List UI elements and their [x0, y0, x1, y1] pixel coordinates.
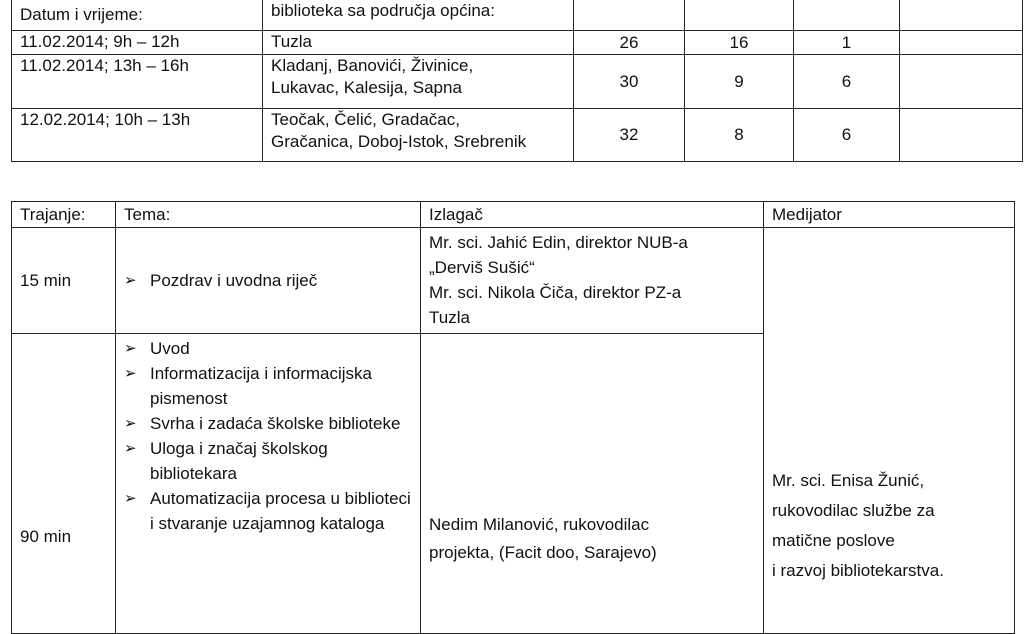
arrow-bullet-icon: ➢	[124, 490, 137, 507]
list-item	[124, 268, 412, 293]
presenter-line: projekta, (Facit doo, Sarajevo)	[429, 543, 657, 562]
topic-header: Tema:	[116, 202, 421, 228]
presenter-line: Nedim Milanović, rukovodilac	[429, 515, 650, 534]
row-date: 12.02.2014; 10h – 13h	[12, 109, 263, 162]
schedule-header-row	[12, 0, 1023, 31]
row-count-1: 30	[574, 55, 685, 109]
table-row	[12, 228, 1015, 334]
arrow-bullet-icon: ➢	[124, 415, 137, 432]
table-row	[12, 109, 1023, 162]
program-table	[11, 201, 1015, 634]
row-date: 11.02.2014; 9h – 12h	[12, 31, 263, 55]
header-empty-3	[794, 0, 900, 31]
row-count-3: 6	[794, 109, 900, 162]
header-empty-1	[574, 0, 685, 31]
mediator-line: i razvoj bibliotekarstva.	[772, 561, 944, 580]
presenter-line: Mr. sci. Nikola Čiča, direktor PZ-a	[429, 283, 682, 302]
topic-list	[124, 336, 412, 536]
libraries-header	[263, 0, 574, 31]
header-empty-4	[900, 0, 1023, 31]
place-line: Kladanj, Banovići, Živinice,	[271, 56, 474, 75]
row-places	[263, 109, 574, 162]
presenter-line: Tuzla	[429, 308, 470, 327]
table-row	[12, 31, 1023, 55]
program-header-row	[12, 202, 1015, 228]
mediator-header: Medijator	[764, 202, 1015, 228]
libraries-header-label: biblioteka sa područja općina:	[271, 1, 495, 20]
topic-text: Automatizacija procesa u biblioteci i stvaranje uzajamnog kataloga	[150, 489, 411, 533]
topic-text: Uloga i značaj školskog bibliotekara	[150, 439, 328, 483]
mediator-cell	[764, 228, 1015, 634]
arrow-bullet-icon: ➢	[124, 365, 137, 382]
arrow-bullet-icon: ➢	[124, 272, 137, 289]
arrow-bullet-icon: ➢	[124, 440, 137, 457]
row-count-2: 8	[685, 109, 794, 162]
topic-text: Svrha i zadaća školske biblioteke	[150, 414, 401, 433]
list-item	[124, 361, 412, 411]
row-count-2: 9	[685, 55, 794, 109]
duration-header: Trajanje:	[12, 202, 116, 228]
table-row	[12, 55, 1023, 109]
header-empty-2	[685, 0, 794, 31]
topic-text: Pozdrav i uvodna riječ	[150, 271, 318, 290]
row-date: 11.02.2014; 13h – 16h	[12, 55, 263, 109]
row-places	[263, 31, 574, 55]
row-presenter	[421, 228, 764, 334]
mediator-line: Mr. sci. Enisa Žunić,	[772, 471, 925, 490]
row-count-2: 16	[685, 31, 794, 55]
presenter-line: „Derviš Sušić“	[429, 258, 535, 277]
mediator-line: rukovodilac službe za	[772, 501, 935, 520]
list-item	[124, 411, 412, 436]
mediator-line: matične poslove	[772, 531, 895, 550]
row-count-3: 1	[794, 31, 900, 55]
row-empty	[900, 31, 1023, 55]
schedule-table	[11, 0, 1023, 162]
date-header	[12, 0, 263, 31]
presenter-line: Mr. sci. Jahić Edin, direktor NUB-a	[429, 233, 688, 252]
date-header-label: Datum i vrijeme:	[20, 5, 143, 24]
row-duration: 15 min	[12, 228, 116, 334]
row-duration	[12, 334, 116, 634]
topic-list	[124, 268, 412, 293]
arrow-bullet-icon: ➢	[124, 340, 137, 357]
row-empty	[900, 109, 1023, 162]
row-count-3: 6	[794, 55, 900, 109]
row-count-1: 26	[574, 31, 685, 55]
row-presenter	[421, 334, 764, 634]
presenter-header: Izlagač	[421, 202, 764, 228]
list-item	[124, 436, 412, 486]
place-line: Tuzla	[271, 32, 312, 51]
list-item	[124, 336, 412, 361]
row-count-1: 32	[574, 109, 685, 162]
row-places	[263, 55, 574, 109]
row-topics	[116, 228, 421, 334]
row-empty	[900, 55, 1023, 109]
list-item	[124, 486, 412, 536]
place-line: Lukavac, Kalesija, Sapna	[271, 78, 462, 97]
place-line: Teočak, Čelić, Gradačac,	[271, 110, 460, 129]
place-line: Gračanica, Doboj-Istok, Srebrenik	[271, 132, 527, 151]
topic-text: Informatizacija i informacijska pismenost	[150, 364, 373, 408]
row-topics	[116, 334, 421, 634]
topic-text: Uvod	[150, 339, 190, 358]
duration-text: 90 min	[20, 527, 72, 546]
